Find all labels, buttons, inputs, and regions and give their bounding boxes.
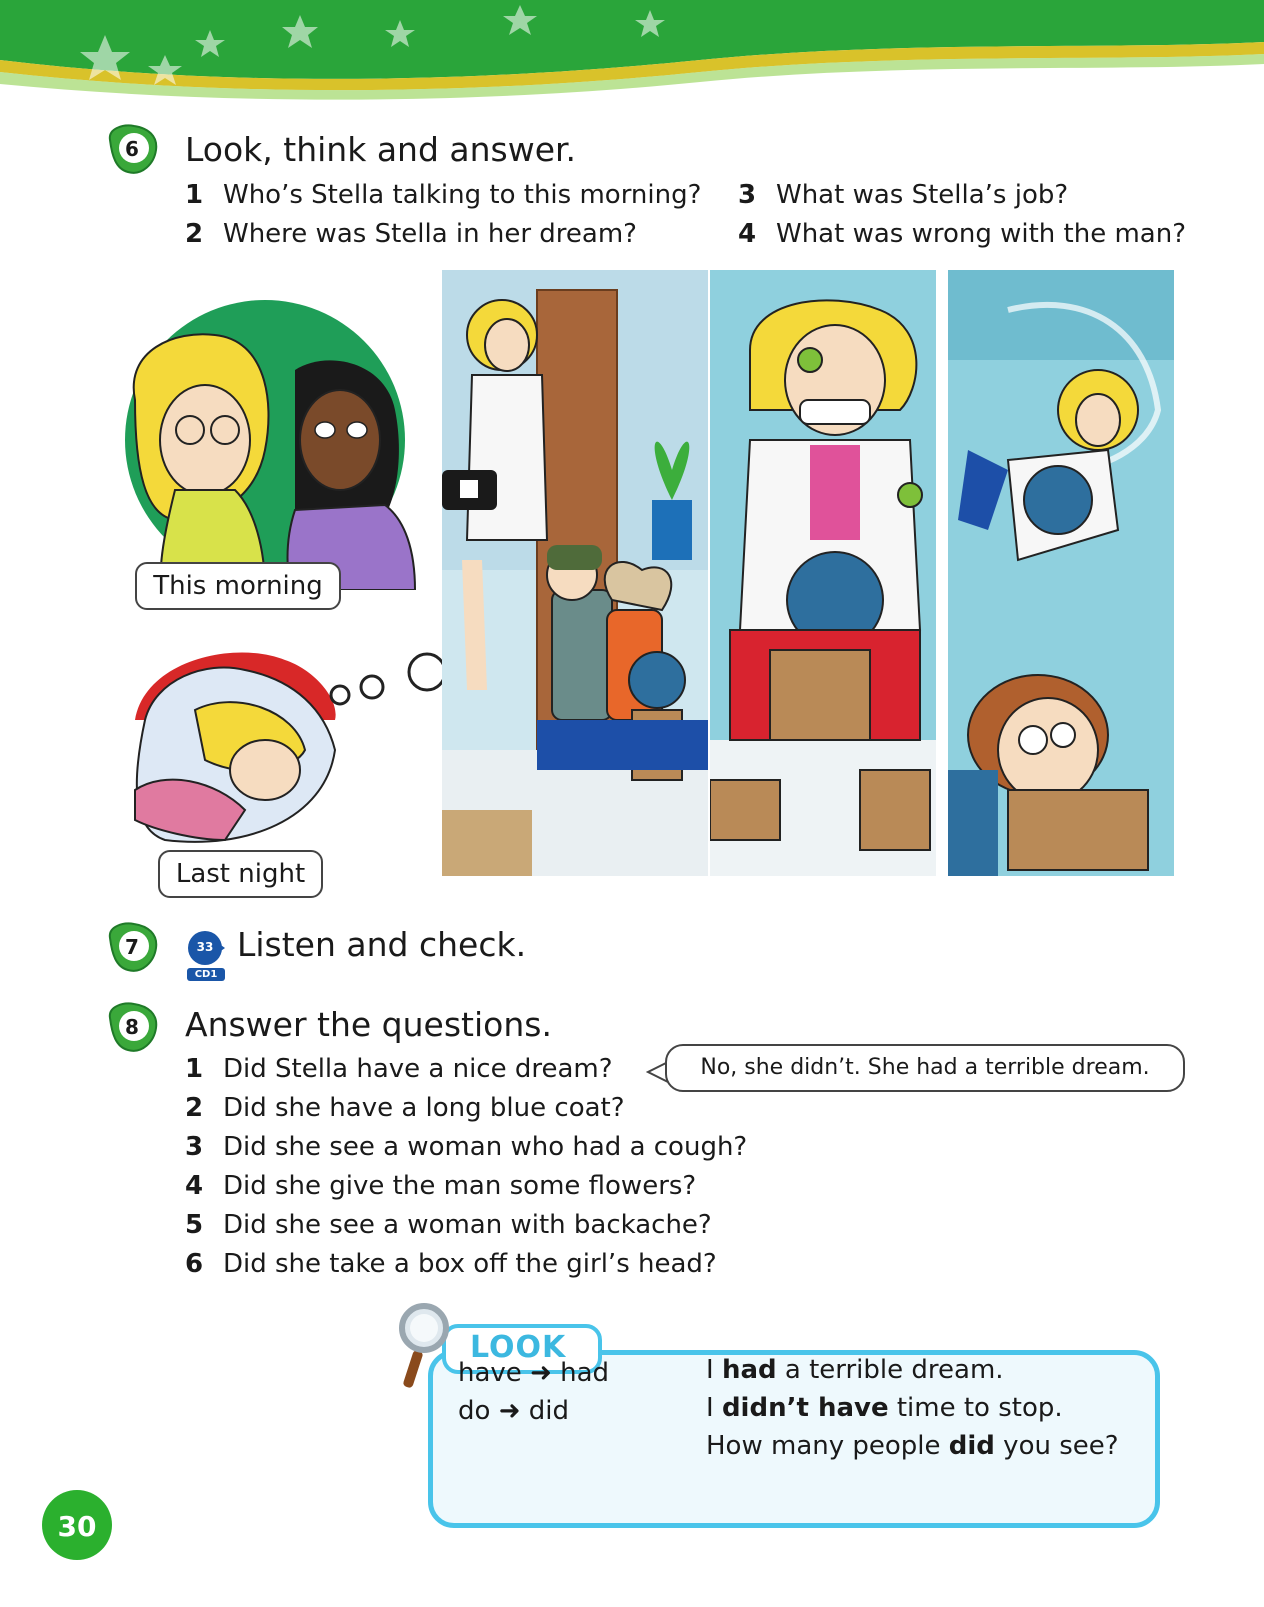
exercise-8-badge: [104, 1000, 160, 1056]
look-verb-have: have ➜ had: [458, 1358, 610, 1388]
look-sentence-3: How many people did you see?: [706, 1431, 1119, 1461]
exercise-6-title: Look, think and answer.: [185, 130, 577, 169]
illustration-stella-and-friend: [95, 290, 425, 590]
arrow-icon: ➜: [530, 1358, 552, 1388]
look-verb-do: do ➜ did: [458, 1396, 569, 1426]
ex6-question-2: 2 Where was Stella in her dream?: [185, 219, 637, 249]
ex8-question-5: 5 Did she see a woman with backache?: [185, 1210, 712, 1240]
ex8-question-2: 2 Did she have a long blue coat?: [185, 1093, 625, 1123]
magnifier-icon: [396, 1302, 452, 1390]
label-last-night: Last night: [158, 850, 323, 898]
page-number: 30: [57, 1510, 97, 1543]
exercise-6-badge: [104, 122, 160, 178]
top-banner: [0, 0, 1264, 110]
illustration-stella-sleeping: [125, 640, 455, 855]
ex8-question-4: 4 Did she give the man some flowers?: [185, 1171, 697, 1201]
cd-track-icon[interactable]: [185, 930, 227, 982]
arrow-icon: ➜: [498, 1396, 521, 1426]
look-title: LOOK: [470, 1330, 567, 1365]
exercise-7-title: Listen and check.: [237, 925, 527, 964]
ex8-question-3: 3 Did she see a woman who had a cough?: [185, 1132, 748, 1162]
exercise-7-badge: [104, 920, 160, 976]
exercise-7-number: 7: [125, 935, 139, 959]
label-this-morning: This morning: [135, 562, 341, 610]
comic-panel-doctor-falling: [948, 270, 1174, 876]
exercise-6-number: 6: [125, 137, 139, 161]
answer-speech-bubble: No, she didn’t. She had a terrible dream.: [665, 1044, 1185, 1092]
look-sentence-1: I had a terrible dream.: [706, 1355, 1004, 1385]
exercise-8-number: 8: [125, 1015, 139, 1039]
look-sentence-2: I didn’t have time to stop.: [706, 1393, 1063, 1423]
comic-panel-waiting-room: [442, 270, 708, 876]
ex6-question-4: 4 What was wrong with the man?: [738, 219, 1187, 249]
ex6-question-3: 3 What was Stella’s job?: [738, 180, 1069, 210]
exercise-8-title: Answer the questions.: [185, 1005, 552, 1044]
comic-panel-doctor-and-boy: [710, 270, 936, 876]
cd-track-number: 33: [196, 940, 214, 954]
ex8-question-6: 6 Did she take a box off the girl’s head?: [185, 1249, 717, 1279]
ex6-question-1: 1 Who’s Stella talking to this morning?: [185, 180, 702, 210]
ex8-question-1: 1 Did Stella have a nice dream?: [185, 1054, 613, 1084]
cd-label: CD1: [194, 969, 218, 980]
